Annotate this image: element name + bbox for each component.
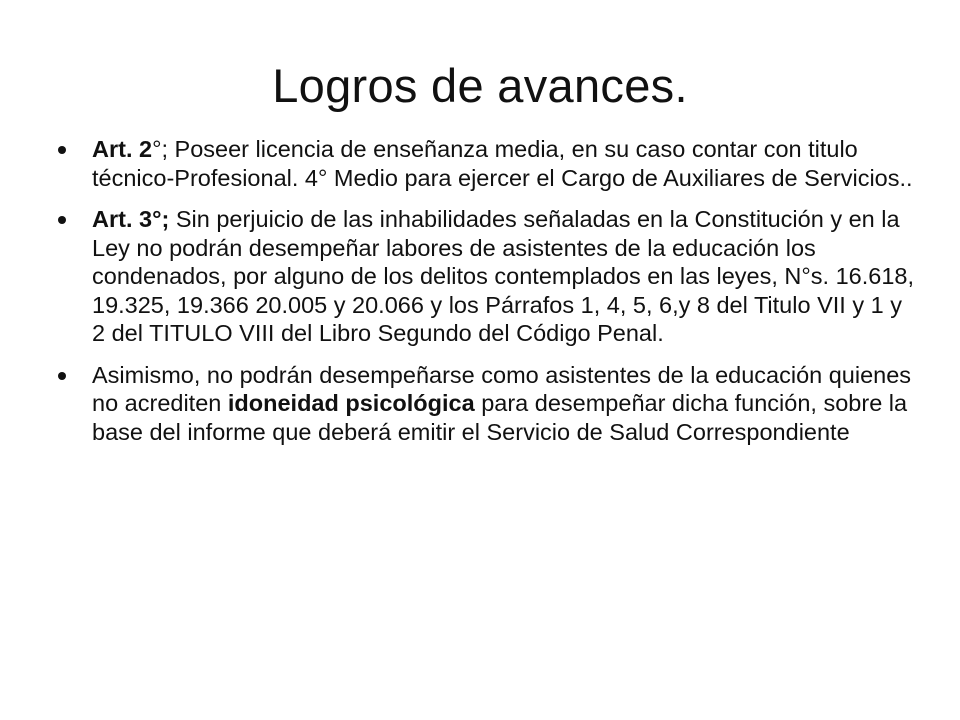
bullet-asimismo: [56, 361, 916, 447]
bullet-asimismo-emphasis: idoneidad psicológica: [227, 390, 475, 416]
bullet-asimismo-post: para desempeñar dicha función, sobre la base del informe que deberá emitir el Servicio de Salud Correspondiente: [92, 390, 908, 445]
bullet-art-2-text: °; Poseer licencia de enseñanza media, en su caso contar con titulo técnico-Profesional. 4° Medio para ejercer el Cargo de Auxiliares de Servicios..: [92, 136, 913, 191]
bullet-list: [56, 135, 916, 459]
bullet-art-3: [56, 205, 916, 348]
slide-title: Logros de avances.: [272, 59, 688, 112]
bullet-art-2-lead: Art. 2: [92, 136, 153, 162]
bullet-asimismo-pre: Asimismo, no podrán desempeñarse como asistentes de la educación quienes no acrediten: [92, 361, 912, 416]
bullet-art-2: [56, 135, 916, 192]
bullet-art-3-text: Sin perjuicio de las inhabilidades señaladas en la Constitución y en la Ley no podrán desempeñar labores de asistentes de la educación los condenados, por alguno de los delitos contemplados en las leyes, N°s. 16.618, 19.325, 19.366 20.005 y 20.066 y los Párrafos 1, 4, 5, 6,y 8 del Titulo VII y 1 y 2 del TITULO VIII del Libro Segundo del Código Penal.: [92, 206, 914, 346]
bullet-art-3-lead: Art. 3°;: [92, 206, 170, 232]
